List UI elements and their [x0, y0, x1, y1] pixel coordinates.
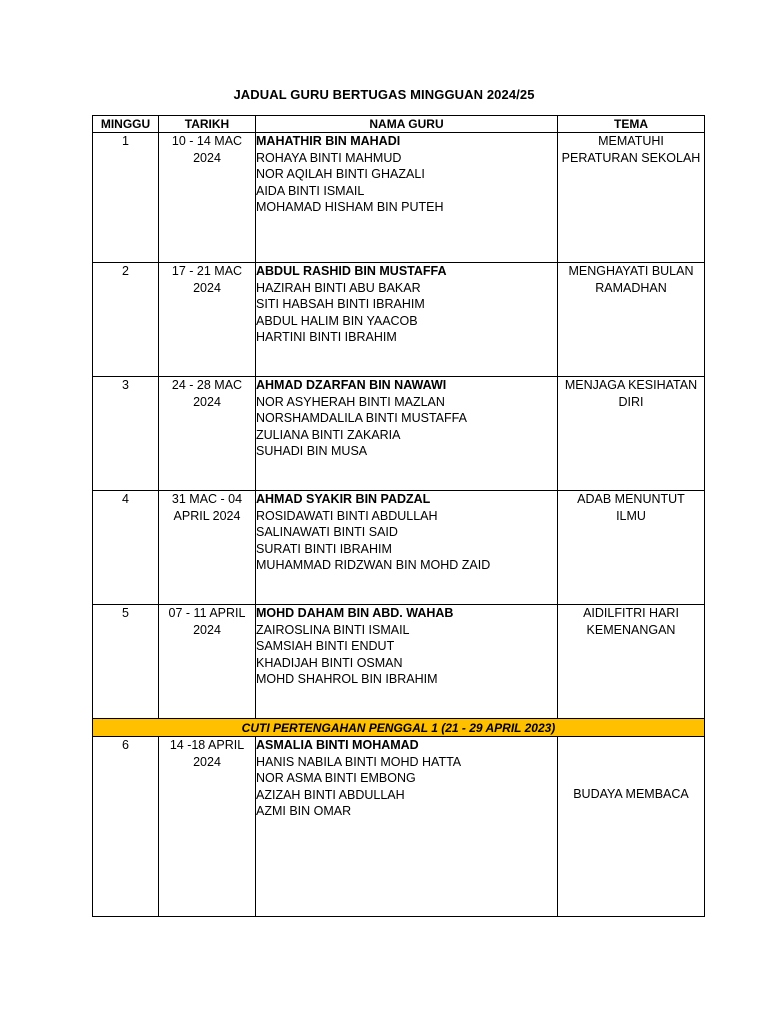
table-row [93, 263, 705, 377]
teacher-name: SURATI BINTI IBRAHIM [256, 541, 392, 556]
table-row [93, 133, 705, 263]
teacher-name: SITI HABSAH BINTI IBRAHIM [256, 297, 425, 311]
teacher-name: ZULIANA BINTI ZAKARIA [256, 427, 401, 442]
week-theme: MENJAGA KESIHATAN DIRI [558, 377, 705, 491]
week-number: 6 [93, 737, 159, 917]
teacher-name: ROHAYA BINTI MAHMUD [256, 150, 402, 165]
teacher-name: AZMI BIN OMAR [256, 804, 352, 818]
week-theme: MEMATUHI PERATURAN SEKOLAH [558, 133, 705, 263]
teacher-name: NOR AQILAH BINTI GHAZALI [256, 167, 425, 181]
teacher-name: SUHADI BIN MUSA [256, 444, 368, 458]
week-date: 24 - 28 MAC 2024 [159, 377, 256, 491]
week-date: 17 - 21 MAC 2024 [159, 263, 256, 377]
teacher-name: ZAIROSLINA BINTI ISMAIL [256, 622, 410, 637]
teacher-leader: MOHD DAHAM BIN ABD. WAHAB [256, 606, 454, 620]
week-theme: AIDILFITRI HARI KEMENANGAN [558, 605, 705, 719]
teacher-name: ROSIDAWATI BINTI ABDULLAH [256, 508, 438, 523]
table-row [93, 491, 705, 605]
week-date: 31 MAC - 04 APRIL 2024 [159, 491, 256, 605]
teacher-leader: MAHATHIR BIN MAHADI [256, 134, 401, 148]
header-tarikh: TARIKH [159, 116, 256, 133]
week-number: 4 [93, 491, 159, 605]
teacher-name: SAMSIAH BINTI ENDUT [256, 639, 395, 653]
week-number: 5 [93, 605, 159, 719]
teacher-name: ABDUL HALIM BIN YAACOB [256, 313, 418, 328]
teacher-name: AZIZAH BINTI ABDULLAH [256, 787, 405, 802]
header-tema: TEMA [558, 116, 705, 133]
page-title: JADUAL GURU BERTUGAS MINGGUAN 2024/25 [233, 87, 535, 102]
table-row [93, 737, 705, 917]
table-row [93, 377, 705, 491]
week-number: 3 [93, 377, 159, 491]
teacher-name: HANIS NABILA BINTI MOHD HATTA [256, 754, 462, 769]
teacher-list [256, 133, 558, 263]
duty-schedule-table [92, 115, 705, 917]
week-date: 14 -18 APRIL 2024 [159, 737, 256, 917]
teacher-leader: ABDUL RASHID BIN MUSTAFFA [256, 264, 447, 278]
teacher-leader: AHMAD DZARFAN BIN NAWAWI [256, 378, 447, 392]
teacher-list [256, 605, 558, 719]
teacher-list [256, 737, 558, 917]
teacher-name: HARTINI BINTI IBRAHIM [256, 330, 397, 344]
teacher-name: NOR ASYHERAH BINTI MAZLAN [256, 394, 445, 409]
teacher-list [256, 377, 558, 491]
week-number: 2 [93, 263, 159, 377]
week-date: 07 - 11 APRIL 2024 [159, 605, 256, 719]
week-date: 10 - 14 MAC 2024 [159, 133, 256, 263]
table-row [93, 605, 705, 719]
holiday-row [93, 719, 705, 737]
teacher-name: NOR ASMA BINTI EMBONG [256, 771, 416, 785]
week-number: 1 [93, 133, 159, 263]
table-header-row [93, 116, 705, 133]
header-minggu: MINGGU [93, 116, 159, 133]
header-nama-guru: NAMA GURU [256, 116, 558, 133]
teacher-name: AIDA BINTI ISMAIL [256, 183, 365, 198]
teacher-name: SALINAWATI BINTI SAID [256, 525, 398, 539]
teacher-list [256, 491, 558, 605]
teacher-list [256, 263, 558, 377]
teacher-name: MUHAMMAD RIDZWAN BIN MOHD ZAID [256, 558, 491, 572]
teacher-leader: ASMALIA BINTI MOHAMAD [256, 738, 419, 752]
teacher-name: MOHD SHAHROL BIN IBRAHIM [256, 672, 438, 686]
teacher-name: NORSHAMDALILA BINTI MUSTAFFA [256, 411, 467, 425]
week-theme: BUDAYA MEMBACA [558, 737, 705, 917]
week-theme: MENGHAYATI BULAN RAMADHAN [558, 263, 705, 377]
teacher-name: KHADIJAH BINTI OSMAN [256, 655, 403, 670]
holiday-banner: CUTI PERTENGAHAN PENGGAL 1 (21 - 29 APRIL 2023) [93, 719, 705, 737]
teacher-name: MOHAMAD HISHAM BIN PUTEH [256, 200, 444, 214]
week-theme: ADAB MENUNTUT ILMU [558, 491, 705, 605]
teacher-name: HAZIRAH BINTI ABU BAKAR [256, 280, 421, 295]
teacher-leader: AHMAD SYAKIR BIN PADZAL [256, 492, 431, 506]
